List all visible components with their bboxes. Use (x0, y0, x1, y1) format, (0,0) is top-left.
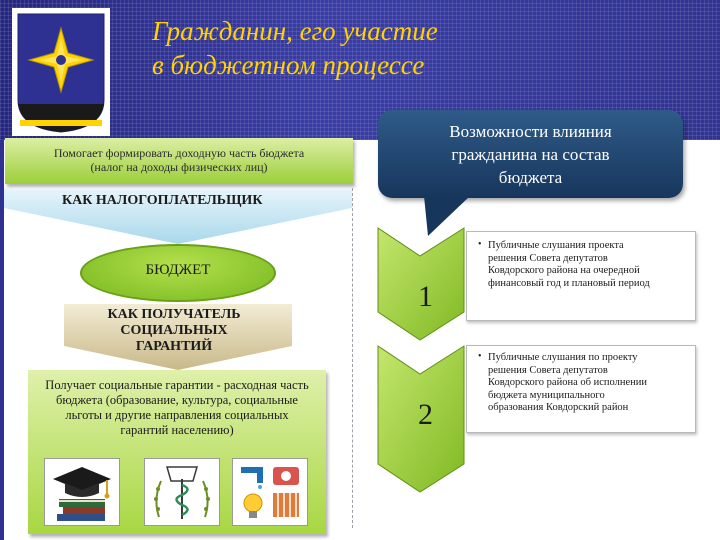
step-1-line2: решения Совета депутатов (488, 252, 608, 264)
expense-line1: Получает социальные гарантии - расходная часть (45, 378, 309, 392)
page-title (152, 14, 532, 82)
step-2-number: 2 (418, 398, 433, 431)
step-1-number: 1 (418, 280, 433, 313)
callout-line3: бюджета (498, 168, 563, 187)
utilities-icon (233, 459, 307, 525)
utilities-card (232, 458, 308, 526)
page-title-line1: Гражданин, его участие (152, 16, 438, 46)
income-line1: Помогает формировать доходную часть бюджета (53, 146, 305, 160)
education-card (44, 458, 120, 526)
taxpayer-label: КАК НАЛОГОПЛАТЕЛЬЩИК (62, 193, 263, 208)
medicine-card (144, 458, 220, 526)
step-2-line5: образования Ковдорский район (488, 402, 629, 413)
step-2-line2: решения Совета депутатов (488, 364, 608, 376)
step-1-line3: Ковдорского района на очередной (488, 265, 640, 276)
vertical-divider (352, 188, 353, 528)
step-1-line1: Публичные слушания проекта (488, 240, 624, 251)
income-banner-text (8, 146, 350, 174)
expense-line2: бюджета (образование, культура, социальные (56, 393, 298, 407)
callout-line1: Возможности влияния (449, 122, 612, 141)
income-line2: (налог на доходы физических лиц) (90, 160, 268, 174)
callout-line2: гражданина на состав (451, 145, 610, 164)
callout-text (384, 120, 677, 189)
step-1-text (488, 240, 688, 290)
expense-line3: льготы и другие направления социальных (65, 408, 289, 422)
medicine-emblem-icon (145, 459, 219, 525)
social-label (74, 307, 274, 355)
step-2-bullet: • (478, 351, 482, 362)
expense-text (30, 378, 324, 438)
step-1-line4: финансовый год и плановый период (488, 277, 650, 289)
social-line2: СОЦИАЛЬНЫХ (120, 323, 228, 338)
budget-label: БЮДЖЕТ (145, 262, 211, 278)
step-1-bullet: • (478, 239, 482, 250)
social-line3: ГАРАНТИЙ (135, 339, 213, 354)
step-2-text (488, 352, 688, 415)
coat-of-arms-icon (12, 8, 110, 136)
step-2-line1: Публичные слушания по проекту (488, 352, 638, 363)
step-2-line3: Ковдорского района об исполнении (488, 377, 647, 388)
graduation-cap-books-icon (45, 459, 119, 525)
page-title-line2: в бюджетном процессе (152, 50, 425, 80)
expense-line4: гарантий населению) (120, 423, 234, 437)
step-2-line4: бюджета муниципального (488, 389, 605, 401)
social-line1: КАК ПОЛУЧАТЕЛЬ (107, 307, 241, 322)
